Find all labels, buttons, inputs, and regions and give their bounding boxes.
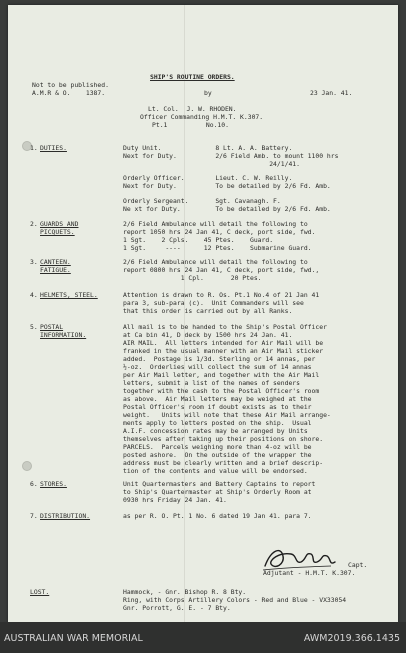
footer-institution: AUSTRALIAN WAR MEMORIAL [4,633,143,644]
section-line: 1 Sgt. 2 Cpls. 45 Ptes. Guard. [123,236,274,244]
section-line: per Air Mail letter, and together with the Air Mail [123,371,320,379]
section-line: 1 Cpl. 20 Ptes. [123,274,262,282]
section-line: Orderly Sergeant. Sgt. Cavanagh. F. [123,197,281,205]
section-number: 5. [30,323,38,331]
section-line: report 1050 hrs 24 Jan 41, C deck, port side, fwd. [123,228,316,236]
section-line: address must be clearly written and a brief descrip- [123,459,324,467]
section-line: 2/6 Field Ambulance will detail the following to [123,258,308,266]
section-line: to Ship's Quartermaster at Ship's Orderly Room at [123,488,312,496]
lost-line: Hammock, - Gnr. Bishop R. 8 Bty. [123,588,247,596]
section-heading: FATIGUE. [40,266,71,274]
section-line: Orderly Officer. Lieut. C. W. Reilly. [123,174,293,182]
section-number: 4. [30,291,38,299]
not-published-note: Not to be published. [32,81,109,89]
section-line: report 0800 hrs 24 Jan 41, C deck, port side, fwd., [123,266,320,274]
section-line: 1 Sgt. ---- 12 Ptes. Submarine Guard. [123,244,312,252]
lost-line: Ring, with Corps Artillery Colors - Red and Blue - VX33054 [123,596,347,604]
by-text: by [204,89,212,97]
section-line: Attention is drawn to R. Os. Pt.1 No.4 of 21 Jan 41 [123,291,320,299]
section-number: 6. [30,480,38,488]
section-line: Postal Officer's room if doubt exists as to their [123,403,312,411]
section-line: 2/6 Field Ambulance will detail the following to [123,220,308,228]
section-line: Ne xt for Duty. To be detailed by 2/6 Fd. Amb. [123,205,331,213]
section-line: 24/1/41. [123,160,300,168]
section-line: added. Postage is 1/3d. Sterling or 14 annas, per [123,355,316,363]
section-line: at Ca bin 41, D deck by 1500 hrs 24 Jan. 41. [123,331,293,339]
section-heading: DUTIES. [40,144,67,152]
section-line: themselves after taking up their positions on shore. [123,435,324,443]
officer-name: Lt. Col. J. W. RHODEN. [148,105,237,113]
section-heading: POSTAL [40,323,64,331]
section-number: 7. [30,512,38,520]
footer-accession-number: AWM2019.366.1435 [303,633,400,644]
section-heading: CANTEEN. [40,258,71,266]
section-heading: PICQUETS. [40,228,75,236]
lost-heading: LOST. [30,588,50,596]
section-heading: GUARDS AND [40,220,79,228]
document-page [8,5,398,622]
section-number: 2. [30,220,38,228]
section-number: 3. [30,258,38,266]
section-line: letters, submit a list of the names of senders [123,379,300,387]
reference-number: A.M.R & O. 1387. [32,89,106,97]
signature-role: Adjutant - H.M.T. K.307. [263,569,356,577]
section-line: A.I.F. concession rates may be arranged by Units [123,427,308,435]
section-line: Next for Duty. 2/6 Field Amb. to mount 1100 hrs [123,152,339,160]
archive-footer [0,622,406,653]
section-heading: DISTRIBUTION. [40,512,91,520]
document-title: SHIP'S ROUTINE ORDERS. [150,73,235,81]
document-date: 23 Jan. 41. [310,89,353,97]
section-line: ½-oz. Orderlies will collect the sum of 14 annas [123,363,312,371]
officer-role: Officer Commanding H.M.T. K.307. [140,113,264,121]
part-number: Pt.1 No.10. [152,121,229,129]
lost-line: Gnr. Porrott, G. E. - 7 Bty. [123,604,231,612]
section-heading: STORES. [40,480,67,488]
section-line: All mail is to be handed to the Ship's Postal Officer [123,323,327,331]
section-heading: INFORMATION. [40,331,87,339]
section-line: that this order is carried out by all Ranks. [123,307,293,315]
section-line: Next for Duty. To be detailed by 2/6 Fd. Amb. [123,182,331,190]
section-line: posted ashore. On the outside of the wrapper the [123,451,312,459]
section-line: as per R. O. Pt. 1 No. 6 dated 19 Jan 41. para 7. [123,512,312,520]
section-line: 0930 hrs Friday 24 Jan. 41. [123,496,227,504]
signature-rank: Capt. [348,561,368,569]
section-line: Unit Quartermasters and Battery Captains to report [123,480,316,488]
section-line: ments apply to letters posted on the ship. Usual [123,419,312,427]
section-line: PARCELS. Parcels weighing more than 4-oz will be [123,443,312,451]
section-line: Duty Unit. 8 Lt. A. A. Battery. [123,144,293,152]
section-line: as above. Air Mail letters may be weighed at the [123,395,312,403]
section-heading: HELMETS, STEEL. [40,291,98,299]
section-line: weight. Units will note that these Air Mail arrange- [123,411,331,419]
section-line: AIR MAIL. All letters intended for Air Mail will be [123,339,324,347]
section-line: franked in the usual manner with an Air Mail sticker [123,347,324,355]
section-number: 1. [30,144,38,152]
section-line: tion of the contents and value will be endorsed. [123,467,308,475]
section-line: together with the cash to the Postal Officer's room [123,387,320,395]
section-line: para 3, sub-para (c). Unit Commanders will see [123,299,304,307]
punch-hole [22,461,32,471]
